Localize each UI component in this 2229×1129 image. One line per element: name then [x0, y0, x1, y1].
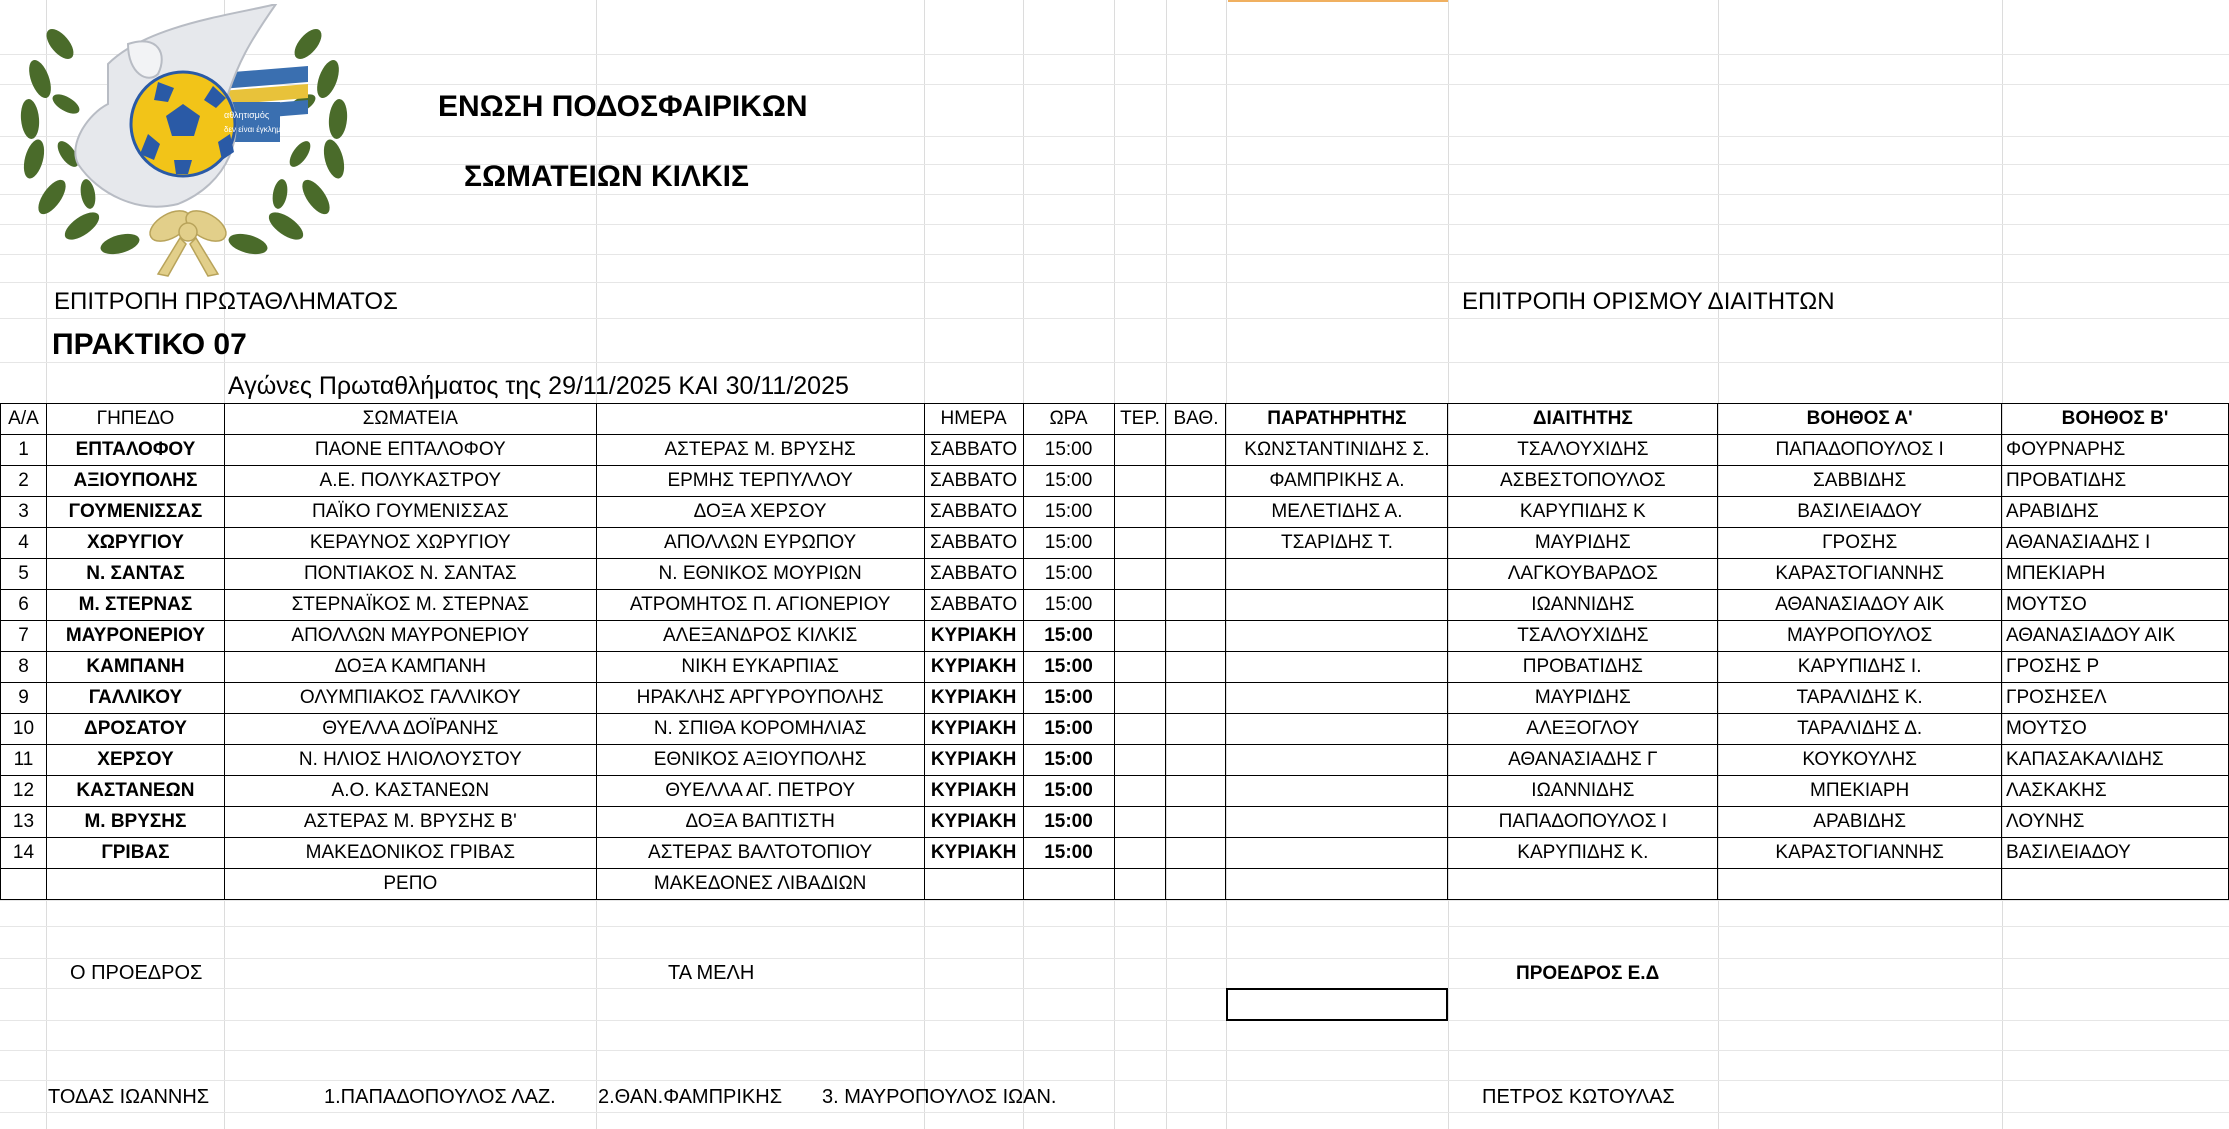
row-vath: [1166, 776, 1226, 807]
row-home-team: ΔΟΞΑ ΚΑΜΠΑΝΗ: [224, 652, 596, 683]
row-assistant-a: ΚΑΡΑΣΤΟΓΙΑΝΝΗΣ: [1718, 559, 2002, 590]
header-time: ΩΡΑ: [1023, 404, 1114, 435]
row-time: 15:00: [1023, 559, 1114, 590]
row-aa: 3: [1, 497, 47, 528]
row-away-team: ΔΟΞΑ ΧΕΡΣΟΥ: [596, 497, 924, 528]
row-day: ΚΥΡΙΑΚΗ: [924, 683, 1023, 714]
row-vath: [1166, 466, 1226, 497]
repo-team: ΜΑΚΕΔΟΝΕΣ ΛΙΒΑΔΙΩΝ: [596, 869, 924, 900]
header-ter: ΤΕΡ.: [1114, 404, 1166, 435]
repo-row: [1, 869, 2229, 900]
row-away-team: ΕΘΝΙΚΟΣ ΑΞΙΟΥΠΟΛΗΣ: [596, 745, 924, 776]
row-referee: ΜΑΥΡΙΔΗΣ: [1448, 528, 1718, 559]
row-vath: [1166, 621, 1226, 652]
row-assistant-a: ΓΡΟΣΗΣ: [1718, 528, 2002, 559]
row-home-team: ΠΑΪΚΟ ΓΟΥΜΕΝΙΣΣΑΣ: [224, 497, 596, 528]
row-home-team: ΜΑΚΕΔΟΝΙΚΟΣ ΓΡΙΒΑΣ: [224, 838, 596, 869]
row-vath: [1166, 838, 1226, 869]
members-label: ΤΑ ΜΕΛΗ: [668, 962, 755, 984]
row-field: ΚΑΣΤΑΝΕΩΝ: [46, 776, 224, 807]
row-aa: 12: [1, 776, 47, 807]
row-observer: [1226, 559, 1448, 590]
row-field: ΕΠΤΑΛΟΦΟΥ: [46, 435, 224, 466]
row-observer: [1226, 776, 1448, 807]
header-teams-away: [596, 404, 924, 435]
row-home-team: ΑΠΟΛΛΩΝ ΜΑΥΡΟΝΕΡΙΟΥ: [224, 621, 596, 652]
row-aa: 13: [1, 807, 47, 838]
row-field: ΜΑΥΡΟΝΕΡΙΟΥ: [46, 621, 224, 652]
row-day: ΚΥΡΙΑΚΗ: [924, 776, 1023, 807]
row-assistant-a: ΑΘΑΝΑΣΙΑΔΟΥ ΑΙΚ: [1718, 590, 2002, 621]
row-assistant-b: ΑΡΑΒΙΔΗΣ: [2002, 497, 2229, 528]
row-ter: [1114, 652, 1166, 683]
row-assistant-b: ΜΠΕΚΙΑΡΗ: [2002, 559, 2229, 590]
union-logo: [8, 4, 364, 284]
table-row: [1, 621, 2229, 652]
ed-president-name: ΠΕΤΡΟΣ ΚΩΤΟΥΛΑΣ: [1482, 1086, 1675, 1108]
member-3: 3. ΜΑΥΡΟΠΟΥΛΟΣ ΙΩΑΝ.: [822, 1086, 1057, 1108]
org-title-line1: ΕΝΩΣΗ ΠΟΔΟΣΦΑΙΡΙΚΩΝ: [438, 90, 808, 123]
row-away-team: ΝΙΚΗ ΕΥΚΑΡΠΙΑΣ: [596, 652, 924, 683]
row-field: Μ. ΣΤΕΡΝΑΣ: [46, 590, 224, 621]
row-vath: [1166, 497, 1226, 528]
member-2: 2.ΘΑΝ.ΦΑΜΠΡΙΚΗΣ: [598, 1086, 783, 1108]
row-home-team: ΑΣΤΕΡΑΣ Μ. ΒΡΥΣΗΣ Β': [224, 807, 596, 838]
row-assistant-b: ΚΑΠΑΣΑΚΑΛΙΔΗΣ: [2002, 745, 2229, 776]
table-row: [1, 435, 2229, 466]
row-away-team: ΑΠΟΛΛΩΝ ΕΥΡΩΠΟΥ: [596, 528, 924, 559]
row-time: 15:00: [1023, 528, 1114, 559]
row-field: ΧΩΡΥΓΙΟΥ: [46, 528, 224, 559]
row-referee: ΚΑΡΥΠΙΔΗΣ Κ: [1448, 497, 1718, 528]
row-home-team: ΣΤΕΡΝΑΪΚΟΣ Μ. ΣΤΕΡΝΑΣ: [224, 590, 596, 621]
row-field: ΔΡΟΣΑΤΟΥ: [46, 714, 224, 745]
matches-title: Αγώνες Πρωταθλήματος της 29/11/2025 ΚΑΙ 30/11/2025: [228, 372, 849, 400]
row-day: ΣΑΒΒΑΤΟ: [924, 528, 1023, 559]
row-time: 15:00: [1023, 776, 1114, 807]
row-observer: ΜΕΛΕΤΙΔΗΣ Α.: [1226, 497, 1448, 528]
row-assistant-b: ΛΑΣΚΑΚΗΣ: [2002, 776, 2229, 807]
row-vath: [1166, 652, 1226, 683]
row-day: ΚΥΡΙΑΚΗ: [924, 807, 1023, 838]
table-row: [1, 714, 2229, 745]
row-away-team: ΔΟΞΑ ΒΑΠΤΙΣΤΗ: [596, 807, 924, 838]
row-observer: [1226, 714, 1448, 745]
row-day: ΣΑΒΒΑΤΟ: [924, 559, 1023, 590]
row-assistant-a: ΚΟΥΚΟΥΛΗΣ: [1718, 745, 2002, 776]
row-ter: [1114, 683, 1166, 714]
row-assistant-b: ΜΟΥΤΣΟ: [2002, 590, 2229, 621]
row-assistant-a: ΚΑΡΥΠΙΔΗΣ Ι.: [1718, 652, 2002, 683]
header-field: ΓΗΠΕΔΟ: [46, 404, 224, 435]
row-vath: [1166, 714, 1226, 745]
row-assistant-b: ΓΡΟΣΗΣΕΛ: [2002, 683, 2229, 714]
row-ter: [1114, 776, 1166, 807]
row-away-team: ΑΣΤΕΡΑΣ Μ. ΒΡΥΣΗΣ: [596, 435, 924, 466]
row-field: Ν. ΣΑΝΤΑΣ: [46, 559, 224, 590]
row-day: ΚΥΡΙΑΚΗ: [924, 652, 1023, 683]
row-assistant-b: ΦΟΥΡΝΑΡΗΣ: [2002, 435, 2229, 466]
row-time: 15:00: [1023, 807, 1114, 838]
committee-right: ΕΠΙΤΡΟΠΗ ΟΡΙΣΜΟΥ ΔΙΑΙΤΗΤΩΝ: [1462, 288, 1835, 315]
row-day: ΣΑΒΒΑΤΟ: [924, 435, 1023, 466]
header-vath: ΒΑΘ.: [1166, 404, 1226, 435]
row-assistant-a: ΜΠΕΚΙΑΡΗ: [1718, 776, 2002, 807]
row-observer: [1226, 745, 1448, 776]
row-referee: ΤΣΑΛΟΥΧΙΔΗΣ: [1448, 435, 1718, 466]
header-observer: ΠΑΡΑΤΗΡΗΤΗΣ: [1226, 404, 1448, 435]
row-away-team: ΑΣΤΕΡΑΣ ΒΑΛΤΟΤΟΠΙΟΥ: [596, 838, 924, 869]
row-assistant-b: ΓΡΟΣΗΣ Ρ: [2002, 652, 2229, 683]
row-assistant-a: ΒΑΣΙΛΕΙΑΔΟΥ: [1718, 497, 2002, 528]
row-day: ΚΥΡΙΑΚΗ: [924, 745, 1023, 776]
row-field: ΓΟΥΜΕΝΙΣΣΑΣ: [46, 497, 224, 528]
row-ter: [1114, 466, 1166, 497]
table-row: [1, 807, 2229, 838]
row-observer: [1226, 621, 1448, 652]
active-column-marker: [1228, 0, 1448, 2]
football-icon: [131, 72, 235, 176]
row-vath: [1166, 807, 1226, 838]
row-ter: [1114, 714, 1166, 745]
row-day: ΚΥΡΙΑΚΗ: [924, 838, 1023, 869]
table-row: [1, 683, 2229, 714]
row-aa: 4: [1, 528, 47, 559]
row-time: 15:00: [1023, 497, 1114, 528]
row-assistant-a: ΤΑΡΑΛΙΔΗΣ Δ.: [1718, 714, 2002, 745]
row-ter: [1114, 590, 1166, 621]
union-emblem-icon: [8, 4, 364, 284]
row-home-team: Α.Ε. ΠΟΛΥΚΑΣΤΡΟΥ: [224, 466, 596, 497]
ribbon-icon: [145, 205, 231, 276]
row-aa: 8: [1, 652, 47, 683]
row-vath: [1166, 590, 1226, 621]
row-referee: ΠΡΟΒΑΤΙΔΗΣ: [1448, 652, 1718, 683]
committee-left: ΕΠΙΤΡΟΠΗ ΠΡΩΤΑΘΛΗΜΑΤΟΣ: [54, 288, 398, 315]
row-away-team: ΗΡΑΚΛΗΣ ΑΡΓΥΡΟΥΠΟΛΗΣ: [596, 683, 924, 714]
header-assistant-a: ΒΟΗΘΟΣ Α': [1718, 404, 2002, 435]
member-1: 1.ΠΑΠΑΔΟΠΟΥΛΟΣ ΛΑΖ.: [324, 1086, 556, 1108]
table-row: [1, 528, 2229, 559]
row-assistant-a: ΑΡΑΒΙΔΗΣ: [1718, 807, 2002, 838]
row-time: 15:00: [1023, 435, 1114, 466]
svg-text:δεν είναι έγκλημα: δεν είναι έγκλημα: [224, 125, 286, 134]
row-observer: [1226, 807, 1448, 838]
header-day: ΗΜΕΡΑ: [924, 404, 1023, 435]
row-day: ΣΑΒΒΑΤΟ: [924, 497, 1023, 528]
row-referee: ΠΑΠΑΔΟΠΟΥΛΟΣ Ι: [1448, 807, 1718, 838]
row-field: ΚΑΜΠΑΝΗ: [46, 652, 224, 683]
row-day: ΣΑΒΒΑΤΟ: [924, 466, 1023, 497]
matches-table: [0, 403, 2229, 900]
row-home-team: ΠΑΟΝΕ ΕΠΤΑΛΟΦΟΥ: [224, 435, 596, 466]
table-row: [1, 745, 2229, 776]
row-assistant-a: ΜΑΥΡΟΠΟΥΛΟΣ: [1718, 621, 2002, 652]
row-aa: 1: [1, 435, 47, 466]
row-day: ΚΥΡΙΑΚΗ: [924, 714, 1023, 745]
ed-president-label: ΠΡΟΕΔΡΟΣ Ε.Δ: [1516, 963, 1660, 984]
table-row: [1, 466, 2229, 497]
row-time: 15:00: [1023, 652, 1114, 683]
row-time: 15:00: [1023, 590, 1114, 621]
row-referee: ΤΣΑΛΟΥΧΙΔΗΣ: [1448, 621, 1718, 652]
row-referee: ΙΩΑΝΝΙΔΗΣ: [1448, 776, 1718, 807]
row-ter: [1114, 745, 1166, 776]
row-referee: ΛΑΓΚΟΥΒΑΡΔΟΣ: [1448, 559, 1718, 590]
header-assistant-b: ΒΟΗΘΟΣ Β': [2002, 404, 2229, 435]
row-referee: ΑΣΒΕΣΤΟΠΟΥΛΟΣ: [1448, 466, 1718, 497]
row-vath: [1166, 683, 1226, 714]
header-aa: Α/Α: [1, 404, 47, 435]
row-away-team: Ν. ΣΠΙΘΑ ΚΟΡΟΜΗΛΙΑΣ: [596, 714, 924, 745]
row-ter: [1114, 838, 1166, 869]
president-name: ΤΟΔΑΣ ΙΩΑΝΝΗΣ: [48, 1086, 210, 1108]
row-ter: [1114, 621, 1166, 652]
row-time: 15:00: [1023, 745, 1114, 776]
row-ter: [1114, 435, 1166, 466]
row-referee: ΑΛΕΞΟΓΛΟΥ: [1448, 714, 1718, 745]
row-assistant-b: ΑΘΑΝΑΣΙΑΔΟΥ ΑΙΚ: [2002, 621, 2229, 652]
table-row: [1, 652, 2229, 683]
row-referee: ΜΑΥΡΙΔΗΣ: [1448, 683, 1718, 714]
president-label: Ο ΠΡΟΕΔΡΟΣ: [70, 962, 203, 984]
row-aa: 5: [1, 559, 47, 590]
row-assistant-b: ΑΘΑΝΑΣΙΑΔΗΣ Ι: [2002, 528, 2229, 559]
row-vath: [1166, 559, 1226, 590]
row-ter: [1114, 807, 1166, 838]
header-referee: ΔΙΑΙΤΗΤΗΣ: [1448, 404, 1718, 435]
table-row: [1, 776, 2229, 807]
row-observer: ΤΣΑΡΙΔΗΣ Τ.: [1226, 528, 1448, 559]
row-away-team: ΘΥΕΛΛΑ ΑΓ. ΠΕΤΡΟΥ: [596, 776, 924, 807]
row-field: ΧΕΡΣΟΥ: [46, 745, 224, 776]
row-assistant-a: ΠΑΠΑΔΟΠΟΥΛΟΣ Ι: [1718, 435, 2002, 466]
row-field: Μ. ΒΡΥΣΗΣ: [46, 807, 224, 838]
row-time: 15:00: [1023, 714, 1114, 745]
row-aa: 9: [1, 683, 47, 714]
row-assistant-a: ΚΑΡΑΣΤΟΓΙΑΝΝΗΣ: [1718, 838, 2002, 869]
row-ter: [1114, 559, 1166, 590]
row-assistant-b: ΠΡΟΒΑΤΙΔΗΣ: [2002, 466, 2229, 497]
row-time: 15:00: [1023, 621, 1114, 652]
row-assistant-a: ΣΑΒΒΙΔΗΣ: [1718, 466, 2002, 497]
row-field: ΓΡΙΒΑΣ: [46, 838, 224, 869]
row-aa: 6: [1, 590, 47, 621]
org-title-line2: ΣΩΜΑΤΕΙΩΝ ΚΙΛΚΙΣ: [464, 160, 749, 193]
selected-cell[interactable]: [1226, 988, 1448, 1021]
row-assistant-b: ΒΑΣΙΛΕΙΑΔΟΥ: [2002, 838, 2229, 869]
table-row: [1, 559, 2229, 590]
header-teams: ΣΩΜΑΤΕΙΑ: [224, 404, 596, 435]
row-home-team: ΘΥΕΛΛΑ ΔΟΪΡΑΝΗΣ: [224, 714, 596, 745]
table-row: [1, 497, 2229, 528]
row-observer: ΚΩΝΣΤΑΝΤΙΝΙΔΗΣ Σ.: [1226, 435, 1448, 466]
row-referee: ΙΩΑΝΝΙΔΗΣ: [1448, 590, 1718, 621]
row-ter: [1114, 528, 1166, 559]
row-aa: 11: [1, 745, 47, 776]
row-observer: [1226, 838, 1448, 869]
row-referee: ΑΘΑΝΑΣΙΑΔΗΣ Γ: [1448, 745, 1718, 776]
row-field: ΑΞΙΟΥΠΟΛΗΣ: [46, 466, 224, 497]
row-field: ΓΑΛΛΙΚΟΥ: [46, 683, 224, 714]
row-aa: 2: [1, 466, 47, 497]
row-home-team: Ν. ΗΛΙΟΣ ΗΛΙΟΛΟΥΣΤΟΥ: [224, 745, 596, 776]
row-assistant-b: ΛΟΥΝΗΣ: [2002, 807, 2229, 838]
row-assistant-b: ΜΟΥΤΣΟ: [2002, 714, 2229, 745]
row-away-team: ΑΤΡΟΜΗΤΟΣ Π. ΑΓΙΟΝΕΡΙΟΥ: [596, 590, 924, 621]
row-day: ΚΥΡΙΑΚΗ: [924, 621, 1023, 652]
row-aa: 10: [1, 714, 47, 745]
row-observer: [1226, 590, 1448, 621]
repo-label: ΡΕΠΟ: [224, 869, 596, 900]
row-time: 15:00: [1023, 466, 1114, 497]
praktiko-number: ΠΡΑΚΤΙΚΟ 07: [52, 328, 247, 361]
row-referee: ΚΑΡΥΠΙΔΗΣ Κ.: [1448, 838, 1718, 869]
row-away-team: ΑΛΕΞΑΝΔΡΟΣ ΚΙΛΚΙΣ: [596, 621, 924, 652]
row-day: ΣΑΒΒΑΤΟ: [924, 590, 1023, 621]
row-assistant-a: ΤΑΡΑΛΙΔΗΣ Κ.: [1718, 683, 2002, 714]
row-home-team: ΠΟΝΤΙΑΚΟΣ Ν. ΣΑΝΤΑΣ: [224, 559, 596, 590]
row-vath: [1166, 745, 1226, 776]
row-observer: [1226, 652, 1448, 683]
row-observer: ΦΑΜΠΡΙΚΗΣ Α.: [1226, 466, 1448, 497]
row-aa: 14: [1, 838, 47, 869]
row-time: 15:00: [1023, 838, 1114, 869]
row-ter: [1114, 497, 1166, 528]
row-home-team: Α.Ο. ΚΑΣΤΑΝΕΩΝ: [224, 776, 596, 807]
row-home-team: ΚΕΡΑΥΝΟΣ ΧΩΡΥΓΙΟΥ: [224, 528, 596, 559]
svg-text:αθλητισμός: αθλητισμός: [224, 110, 270, 120]
table-row: [1, 590, 2229, 621]
row-away-team: Ν. ΕΘΝΙΚΟΣ ΜΟΥΡΙΩΝ: [596, 559, 924, 590]
table-row: [1, 838, 2229, 869]
row-aa: 7: [1, 621, 47, 652]
row-home-team: ΟΛΥΜΠΙΑΚΟΣ ΓΑΛΛΙΚΟΥ: [224, 683, 596, 714]
row-vath: [1166, 528, 1226, 559]
row-time: 15:00: [1023, 683, 1114, 714]
row-observer: [1226, 683, 1448, 714]
row-vath: [1166, 435, 1226, 466]
row-away-team: ΕΡΜΗΣ ΤΕΡΠΥΛΛΟΥ: [596, 466, 924, 497]
table-header-row: [1, 404, 2229, 435]
